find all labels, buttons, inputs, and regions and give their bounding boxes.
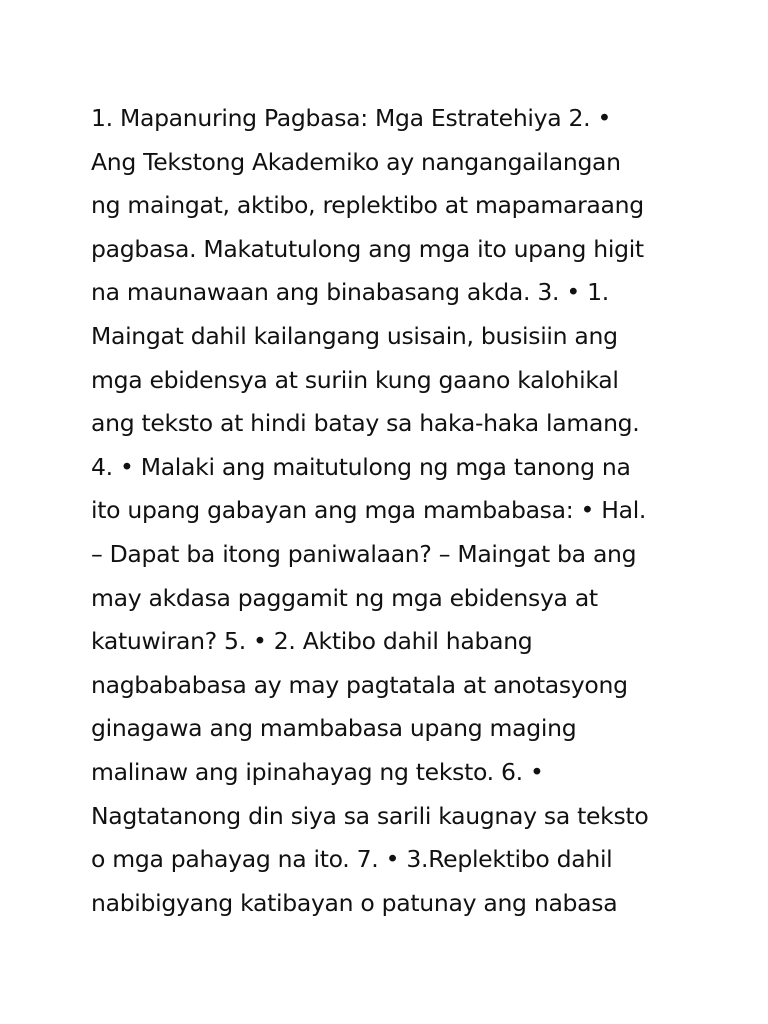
text-line: 4. • Malaki ang maitutulong ng mga tanong na bbox=[91, 452, 631, 481]
document-text bbox=[91, 97, 711, 925]
text-line: malinaw ang ipinahayag ng teksto. 6. • bbox=[91, 757, 544, 786]
text-line: Maingat dahil kailangang usisain, busisiin ang bbox=[91, 321, 618, 350]
text-line: – Dapat ba itong paniwalaan? – Maingat ba ang bbox=[91, 539, 637, 568]
text-line: Nagtatanong din siya sa sarili kaugnay sa teksto bbox=[91, 801, 649, 830]
text-line: katuwiran? 5. • 2. Aktibo dahil habang bbox=[91, 627, 533, 656]
text-line: ang teksto at hindi batay sa haka-haka lamang. bbox=[91, 409, 640, 438]
text-line: ginagawa ang mambabasa upang maging bbox=[91, 714, 577, 743]
text-line: o mga pahayag na ito. 7. • 3.Replektibo dahil bbox=[91, 845, 613, 874]
text-line: nabibigyang katibayan o patunay ang nabasa bbox=[91, 888, 618, 917]
text-line: na maunawaan ang binabasang akda. 3. • 1. bbox=[91, 278, 609, 307]
text-line: Ang Tekstong Akademiko ay nangangailangan bbox=[91, 147, 621, 176]
text-line: 1. Mapanuring Pagbasa: Mga Estratehiya 2. • bbox=[91, 104, 612, 132]
text-line: nagbababasa ay may pagtatala at anotasyong bbox=[91, 670, 628, 699]
text-line: pagbasa. Makatutulong ang mga ito upang higit bbox=[91, 234, 644, 263]
text-line: ng maingat, aktibo, replektibo at mapamaraang bbox=[91, 191, 644, 220]
text-line: mga ebidensya at suriin kung gaano kalohikal bbox=[91, 365, 619, 394]
text-line: may akdasa paggamit ng mga ebidensya at bbox=[91, 583, 598, 612]
text-line: ito upang gabayan ang mga mambabasa: • Hal. bbox=[91, 496, 647, 525]
